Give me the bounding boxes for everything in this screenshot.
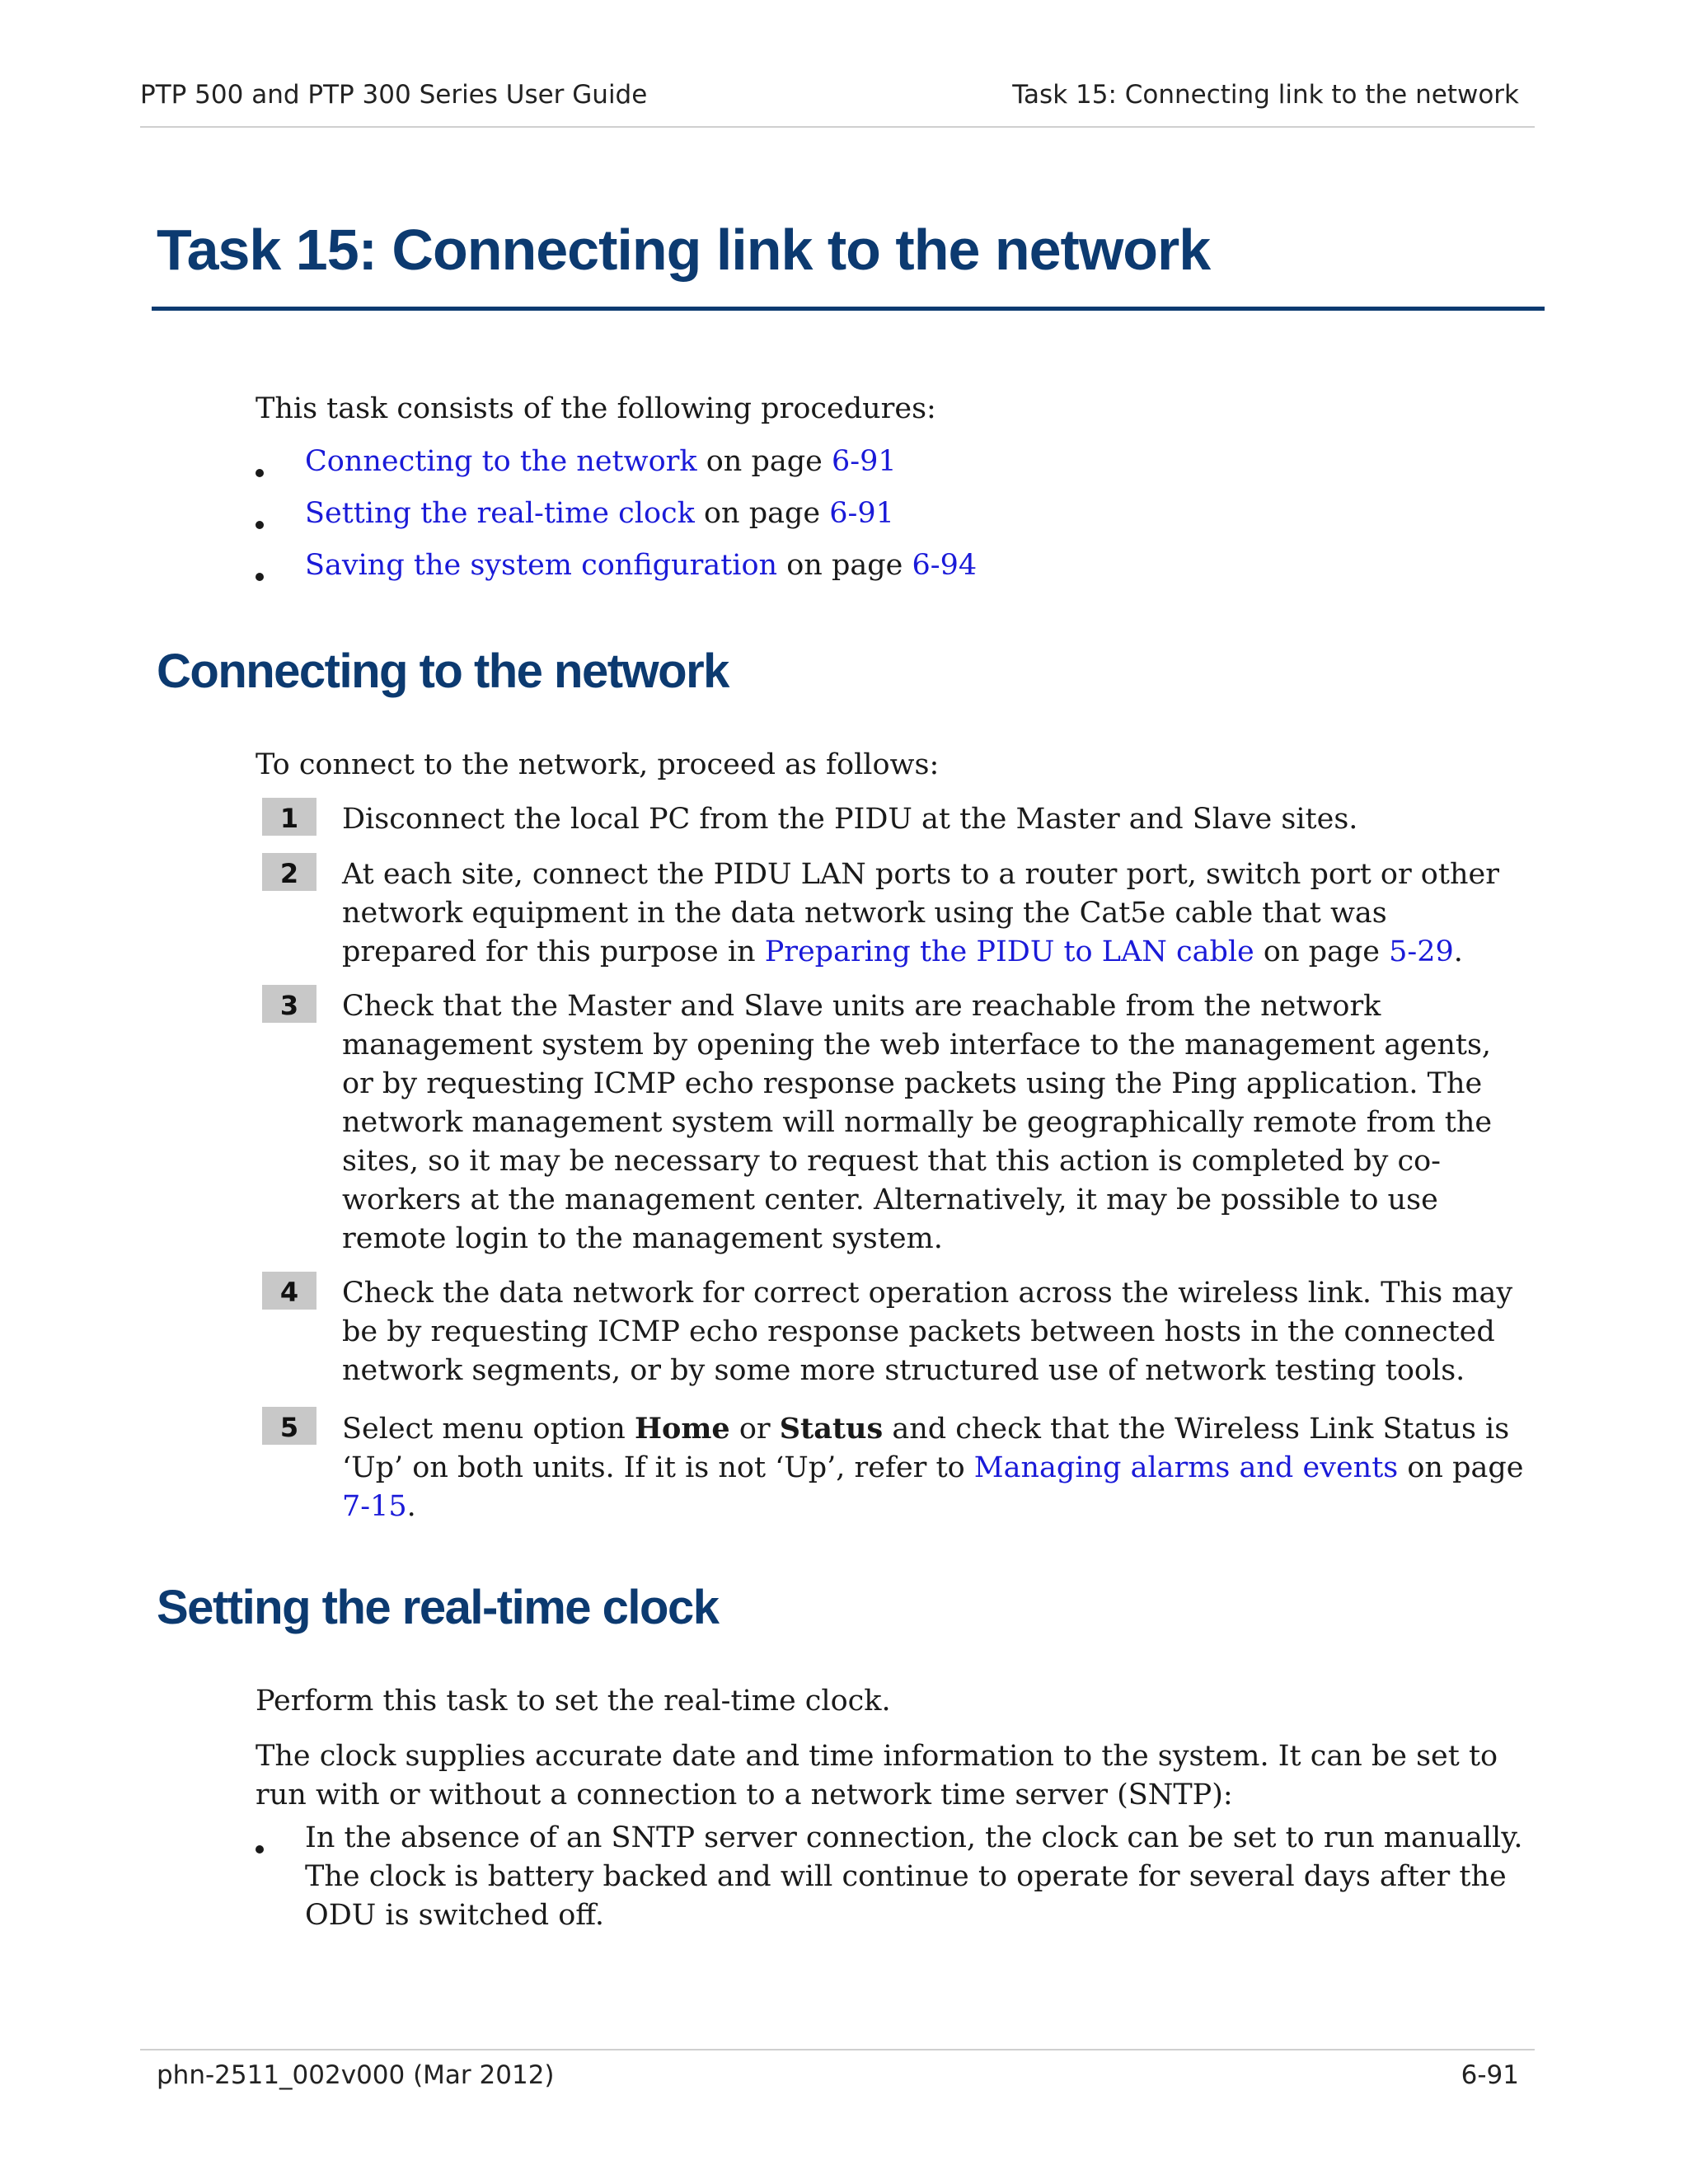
list-item-mid: on page: [696, 445, 832, 478]
step-number: 5: [262, 1407, 316, 1445]
footer-doc-id: phn-2511_002v000 (Mar 2012): [157, 2060, 555, 2090]
section-intro: To connect to the network, proceed as follows:: [256, 748, 940, 781]
step-number: 2: [262, 853, 316, 891]
header-section-title: Task 15: Connecting link to the network: [1012, 80, 1519, 110]
step-text: Check the data network for correct operation across the wireless link. This may be by requesting ICMP echo response packets between hosts in the connected network segments, or by some more structured use of network testing tools.: [342, 1277, 1513, 1387]
step-mid: on page: [1254, 935, 1390, 968]
footer-divider: [140, 2049, 1535, 2050]
step-text: Disconnect the local PC from the PIDU at the Master and Slave sites.: [342, 803, 1358, 836]
step-or: or: [729, 1413, 780, 1446]
header-doc-title: PTP 500 and PTP 300 Series User Guide: [140, 80, 648, 110]
bullet-dot: [256, 469, 264, 477]
menu-option-status: Status: [779, 1412, 884, 1446]
page-header: [140, 79, 1519, 110]
step-link[interactable]: Managing alarms and events: [973, 1451, 1399, 1484]
bullet-dot: [256, 573, 264, 581]
title-underline: [152, 307, 1545, 311]
page-ref-link[interactable]: 5-29: [1389, 935, 1454, 968]
list-item-text: [305, 494, 894, 533]
step-text: [342, 1409, 1529, 1526]
list-item-text: [305, 443, 897, 481]
step-body: Select menu option: [342, 1413, 635, 1446]
page-title: Task 15: Connecting link to the network: [157, 218, 1211, 282]
step-number: 4: [262, 1272, 316, 1310]
step-body: and check that the Wireless Link Status is ‘Up’ on both units. If it is not ‘Up’, refer to: [342, 1413, 1510, 1484]
step-number: 3: [262, 985, 316, 1023]
step-end: .: [1453, 935, 1463, 968]
page-ref-link[interactable]: 7-15: [342, 1490, 407, 1523]
page-ref-link[interactable]: 6-91: [831, 445, 897, 478]
step-end: .: [406, 1490, 416, 1523]
header-divider: [140, 126, 1535, 128]
list-item-mid: on page: [777, 549, 912, 582]
procedure-link-connecting[interactable]: Connecting to the network: [305, 445, 697, 478]
step-number: 1: [262, 798, 316, 836]
bullet-dot: [256, 521, 264, 529]
list-item-mid: on page: [694, 497, 830, 530]
step-text: [342, 855, 1529, 972]
bullet-dot: [256, 1845, 264, 1854]
list-item-text: [305, 546, 977, 585]
step-link[interactable]: Preparing the PIDU to LAN cable: [764, 935, 1254, 968]
list-item-text: In the absence of an SNTP server connection, the clock can be set to run manually. The clock is battery backed and will continue to operate for several days after the ODU is switched off.: [305, 1821, 1523, 1932]
section-heading-clock: Setting the real-time clock: [157, 1581, 719, 1634]
page-ref-link[interactable]: 6-91: [829, 497, 894, 530]
page-number: 6-91: [1461, 2060, 1519, 2090]
procedure-link-saving[interactable]: Saving the system configuration: [305, 549, 778, 582]
procedure-link-clock[interactable]: Setting the real-time clock: [305, 497, 695, 530]
step-body: At each site, connect the PIDU LAN ports to a router port, switch port or other network equipment in the data network using the Cat5e cable that was prepared for this purpose in: [342, 858, 1499, 968]
clock-para-1: Perform this task to set the real-time clock.: [256, 1685, 891, 1718]
intro-text: This task consists of the following procedures:: [256, 392, 936, 425]
section-heading-network: Connecting to the network: [157, 644, 729, 698]
clock-para-2: The clock supplies accurate date and time information to the system. It can be set to run with or without a connection to a network time server (SNTP):: [256, 1740, 1498, 1811]
step-text: Check that the Master and Slave units are reachable from the network management system by opening the web interface to the management agents, or by requesting ICMP echo response packets using the Ping application. The network management system will normally be geographically remote from the sites, so it may be necessary to request that this action is completed by co-workers at the management center. Alternatively, it may be possible to use remote login to the management system.: [342, 990, 1493, 1255]
menu-option-home: Home: [634, 1412, 730, 1446]
page-ref-link[interactable]: 6-94: [912, 549, 978, 582]
step-mid: on page: [1398, 1451, 1524, 1484]
page-footer: [157, 2060, 1519, 2090]
